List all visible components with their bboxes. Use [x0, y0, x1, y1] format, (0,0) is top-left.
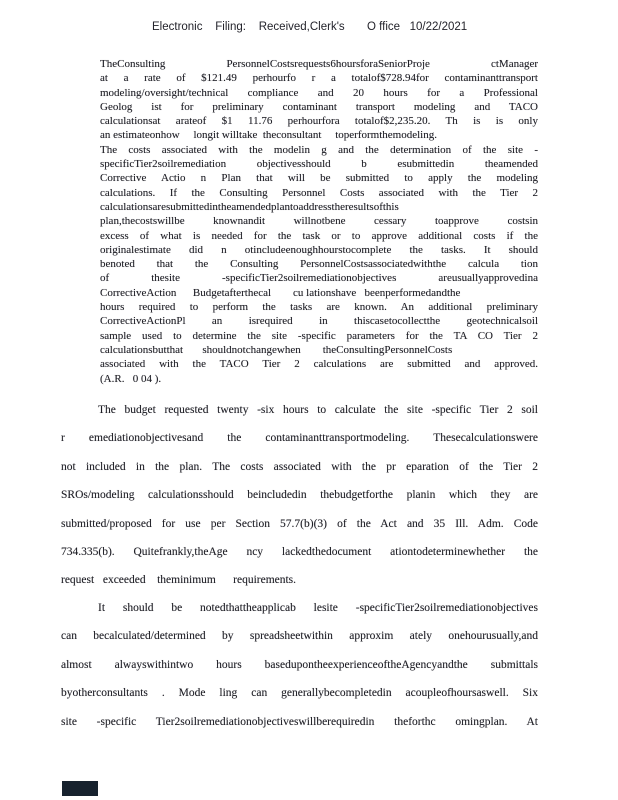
text-line: site -specific Tier2soilremediationobjectiveswillberequiredin theforthc omingplan. At: [61, 715, 538, 728]
text-line: TheConsulting PersonnelCostsrequests6hoursforaSeniorProje ctManager: [100, 58, 538, 70]
text-line: request exceeded theminimum requirements.: [61, 574, 297, 587]
text-line: can becalculated/determined by spreadsheetwithin approxim ately onehourusually,and: [61, 630, 538, 643]
text-line: of thesite -specificTier2soilremediationobjectives areusuallyapprovedina: [100, 272, 538, 285]
text-line: an estimateonhow longit willtake theconsultant toperformthemodeling.: [100, 129, 437, 142]
text-line: modeling/oversight/technical compliance and 20 hours for a Professional: [100, 86, 538, 99]
text-line: CorrectiveActionPl an isrequired in thiscasetocollectthe geotechnicalsoil: [100, 315, 538, 328]
text-line: submitted/proposed for use per Section 57.7(b)(3) of the Act and 35 Ill. Adm. Code: [61, 517, 538, 530]
text-line: specificTier2soilremediation objectivesshould b esubmittedin theamended: [100, 158, 538, 171]
text-line: calculationsbutthat shouldnotchangewhen theConsultingPersonnelCosts: [100, 343, 453, 356]
text-line: calculationsaresubmittedintheamendedplantoaddresstheresultsofthis: [100, 200, 399, 213]
text-line: originalestimate did n otincludeenoughhourstocomplete the tasks. It should: [100, 243, 538, 256]
text-line: It should be notedthattheapplicab lesite -specificTier2soilremediationobjectives: [98, 602, 538, 614]
text-line: r emediationobjectivesand the contaminanttransportmodeling. Thesecalculationswere: [61, 432, 538, 445]
text-line: byotherconsultants . Mode ling can generallybecompletedin acoupleofhoursaswell. Six: [61, 687, 538, 700]
text-line: not included in the plan. The costs associated with the pr eparation of the Tier 2: [61, 460, 538, 473]
text-line: benoted that the Consulting PersonnelCostsassociatedwiththe calcula tion: [100, 258, 538, 271]
text-line: 734.335(b). Quitefrankly,theAge ncy lackedthedocument ationtodeterminewhether the: [61, 545, 538, 558]
text-line: SROs/modeling calculationsshould beincludedin thebudgetforthe planin which they are: [61, 489, 538, 502]
text-line: associated with the TACO Tier 2 calculations are submitted and approved.: [100, 358, 538, 371]
text-line: plan,thecostswillbe knownandit willnotbene cessary toapprove costsin: [100, 215, 538, 228]
text-line: almost alwayswithintwo hours basedupontheexperienceoftheAgencyandthe submittals: [61, 658, 538, 671]
body-paragraph-budget: [61, 396, 538, 595]
text-line: calculationsat arateof $1 11.76 perhourfora totalof$2,235.20. Th is is only: [100, 115, 538, 128]
filing-stamp-header: Electronic Filing: Received,Clerk's O ffice 10/22/2021: [152, 21, 468, 33]
scan-artifact-box: [62, 781, 98, 796]
text-line: CorrectiveAction Budgetafterthecal cu lationshave beenperformedandthe: [100, 286, 461, 299]
text-line: The budget requested twenty -six hours to calculate the site -specific Tier 2 soil: [98, 404, 538, 416]
text-line: calculations. If the Consulting Personnel Costs associated with the Tier 2: [100, 186, 538, 199]
text-line: Corrective Actio n Plan that will be submitted to apply the modeling: [100, 172, 538, 185]
text-line: The costs associated with the modelin g and the determination of the site -: [100, 143, 538, 156]
body-paragraph-objectives: [61, 594, 538, 736]
quoted-block-paragraph: [100, 57, 538, 386]
text-line: (A.R. 0 04 ).: [100, 372, 162, 385]
text-line: at a rate of $121.49 perhourfo r a totalof$728.94for contaminanttransport: [100, 72, 538, 85]
text-line: hours required to perform the tasks are known. An additional preliminary: [100, 301, 538, 314]
text-line: sample used to determine the site -specific parameters for the TA CO Tier 2: [100, 329, 538, 342]
text-line: Geolog ist for preliminary contaminant transport modeling and TACO: [100, 100, 538, 113]
text-line: excess of what is needed for the task or to approve additional costs if the: [100, 229, 538, 242]
